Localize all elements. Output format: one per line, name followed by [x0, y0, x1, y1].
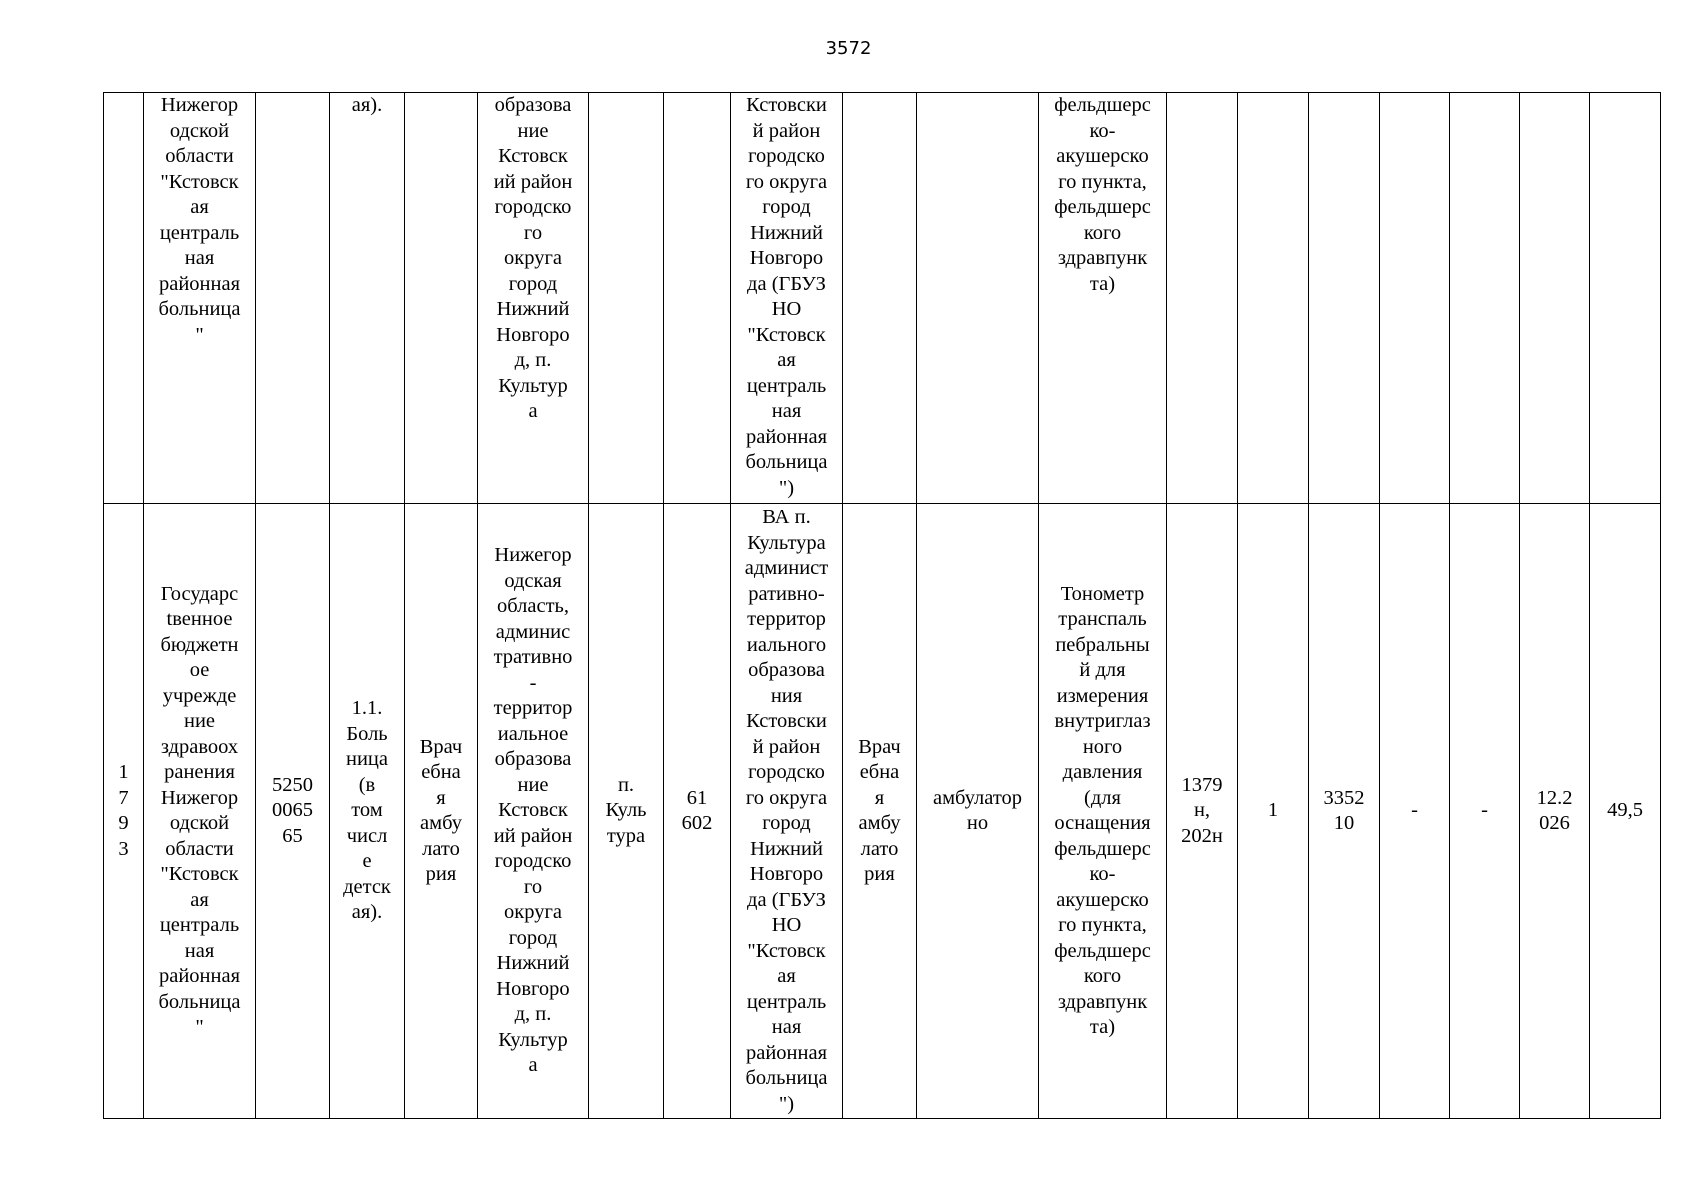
table-cell: п. Куль тура: [589, 504, 664, 1119]
table-cell: -: [1380, 504, 1450, 1119]
table-cell: 1 7 9 3: [104, 504, 144, 1119]
page-number: 3572: [825, 38, 872, 59]
table-cell: образова ние Кстовск ий район городско го округа город Нижний Новгоро д, п. Культур а: [478, 93, 589, 504]
table-cell: Врач ебна я амбу лато рия: [405, 504, 478, 1119]
table-cell: [589, 93, 664, 504]
table-cell: Кстовски й район городско го округа город Нижний Новгоро да (ГБУЗ НО "Кстовск ая централь ная районная больница "): [731, 93, 843, 504]
table-cell: Нижегор одская область, админис тративно - территор иальное образова ние Кстовск ий район городско го округа город Нижний Новгоро д, п. Культур а: [478, 504, 589, 1119]
table-cell: [104, 93, 144, 504]
table-cell: [1380, 93, 1450, 504]
table-cell: 1.1. Боль ница (в том числ е детск ая).: [330, 504, 405, 1119]
table-cell: Нижегор одской области "Кстовск ая централь ная районная больница ": [144, 93, 256, 504]
registry-table: [103, 92, 1661, 1119]
table-cell: Тонометр транспаль пебральны й для измерения внутриглаз ного давления (для оснащения фельдшерс ко- акушерско го пункта, фельдшерс кого здравпунк та): [1039, 504, 1167, 1119]
table-cell: 3352 10: [1309, 504, 1380, 1119]
table-cell: [1167, 93, 1238, 504]
table-cell: [843, 93, 917, 504]
table-cell: [1450, 93, 1520, 504]
table-cell: [256, 93, 330, 504]
table-cell: -: [1450, 504, 1520, 1119]
table-cell: ВА п. Культура админист ративно- территор иального образова ния Кстовски й район городско го округа город Нижний Новгоро да (ГБУЗ НО "Кстовск ая централь ная районная больница "): [731, 504, 843, 1119]
table-row: [104, 504, 1661, 1119]
table-cell: 5250 0065 65: [256, 504, 330, 1119]
table-cell: [1238, 93, 1309, 504]
table-cell: 12.2 026: [1520, 504, 1590, 1119]
table-cell: амбулатор но: [917, 504, 1039, 1119]
table-cell: 61 602: [664, 504, 731, 1119]
table-cell: [1520, 93, 1590, 504]
table-body: [104, 93, 1661, 1119]
table-cell: 49,5: [1590, 504, 1661, 1119]
table-cell: Государс tвенное бюджетн ое учрежде ние здравоох ранения Нижегор одской области "Кстовск ая централь ная районная больница ": [144, 504, 256, 1119]
table-cell: фельдшерс ко- акушерско го пункта, фельдшерс кого здравпунк та): [1039, 93, 1167, 504]
table-cell: [664, 93, 731, 504]
table-cell: [1309, 93, 1380, 504]
table-cell: Врач ебна я амбу лато рия: [843, 504, 917, 1119]
table-cell: [917, 93, 1039, 504]
table-cell: 1: [1238, 504, 1309, 1119]
table-cell: 1379 н, 202н: [1167, 504, 1238, 1119]
table-cell: [405, 93, 478, 504]
table-row: [104, 93, 1661, 504]
table-cell: [1590, 93, 1661, 504]
table-cell: ая).: [330, 93, 405, 504]
